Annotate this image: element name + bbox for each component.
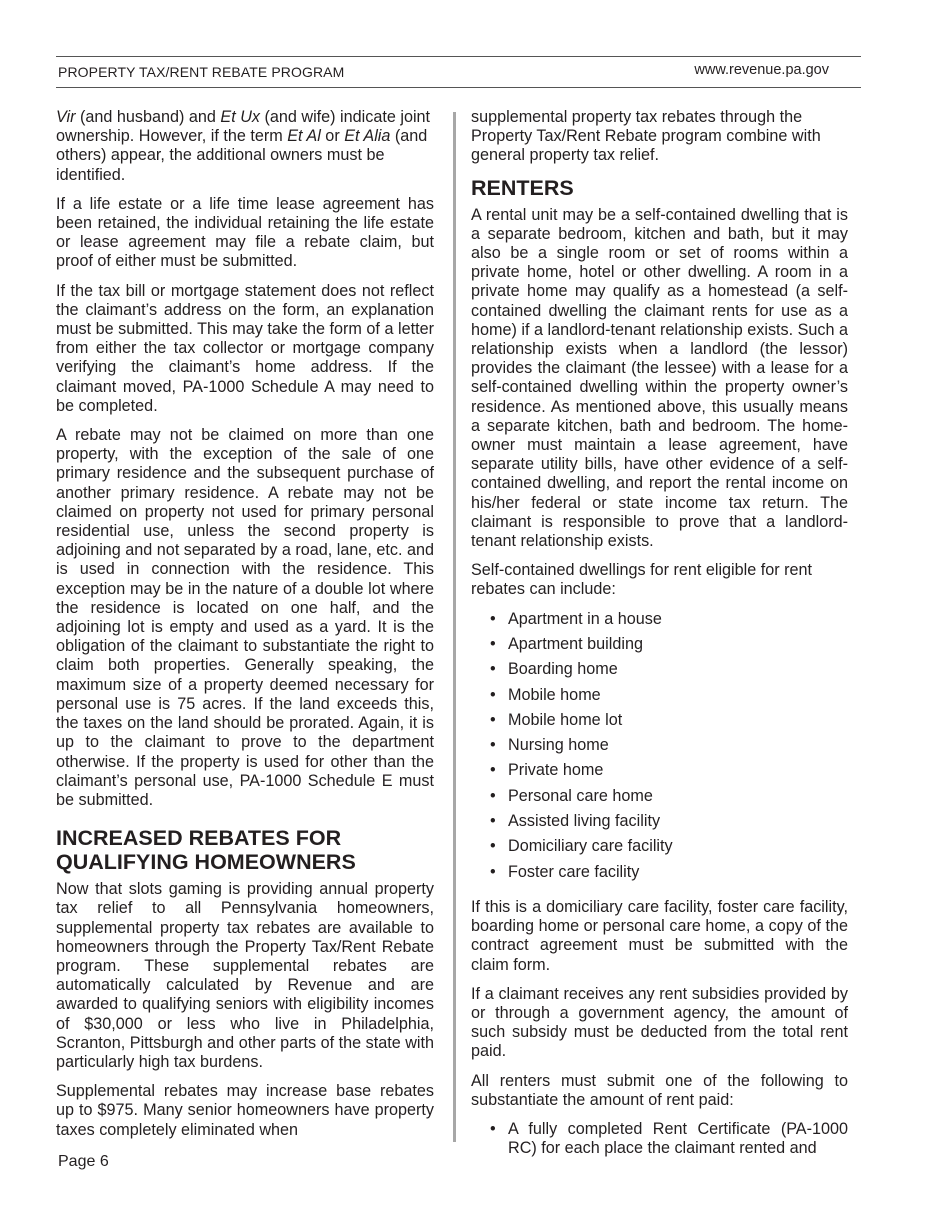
list-item: • Apartment in a house: [471, 610, 848, 635]
rental-unit-paragraph: A rental unit may be a self-contained dwelling that is a separate bedroom, kitchen and bath, but it may also be a single room or set of rooms within a private home, hotel or other dwelling. A room in a private home may qualify as a homestead (a self-contained dwelling the claimant rents for use as a home) if a landlord-tenant relationship exists. Such a relationship exists when a landlord (the lessor) provides the claimant (the lessee) with a lease for a self-contained dwelling within the property owner’s residence. As mentioned above, this usually means a separate kitchen, bath and bedroom. The home-owner must maintain a lease agreement, have separate utility bills, have other evidence of a self-contained dwelling, and report the rental income on his/her federal or state income tax return. The claimant is responsible to prove that a landlord-tenant relationship exists.: [471, 205, 849, 551]
column-divider: [453, 112, 456, 1142]
list-item: • Domiciliary care facility: [471, 837, 848, 862]
continued-paragraph: supplemental property tax rebates through the Property Tax/Rent Rebate program combine with general property tax relief.: [471, 108, 821, 165]
list-item: • Private home: [471, 761, 848, 786]
one-property-paragraph: A rebate may not be claimed on more than one property, with the exception of the sale of one primary residence and the subsequent purchase of another primary residence. A rebate may not be claimed on property not used for primary personal residential use, unless the second property is adjoining and not separated by a road, lane, etc. and is used in connection with the residence. This exception may be in the nature of a double lot where the residence is located on one half, and the adjoining lot is empty and used as a yard. It is the obligation of the claimant to substantiate the right to claim both properties. Generally speaking, the maximum size of a property deemed necessary for personal use is 75 acres. If the land exceeds this, the taxes on the land should be prorated. Again, it is up to the claimant to prove to the department otherwise. If the property is used for other than the claimant’s personal use, PA-1000 Schedule E must be submitted.: [56, 426, 434, 809]
list-item: • Boarding home: [471, 660, 848, 685]
term-et-alia: Et Alia: [344, 127, 391, 146]
term-et-al: Et Al: [287, 127, 321, 146]
list-item: • Nursing home: [471, 736, 848, 761]
life-estate-paragraph: If a life estate or a life time lease agreement has been retained, the individual retaining the life estate or lease agreement may file a rebate claim, but proof of either must be submitted.: [56, 194, 434, 271]
right-column: [471, 108, 848, 1168]
increased-rebates-heading: INCREASED REBATES FOR QUALIFYING HOMEOWNERS: [56, 826, 356, 875]
supplemental-rebates-paragraph: Supplemental rebates may increase base rebates up to $975. Many senior homeowners have property taxes completely eliminated when: [56, 1082, 434, 1139]
page-number: Page 6: [58, 1153, 109, 1170]
renters-heading: RENTERS: [471, 175, 574, 200]
list-item: • Mobile home lot: [471, 711, 848, 736]
left-column: [56, 108, 434, 1150]
list-item: • Assisted living facility: [471, 812, 848, 837]
dwelling-list: [471, 610, 848, 888]
term-et-ux: Et Ux: [220, 108, 260, 126]
rent-subsidy-paragraph: If a claimant receives any rent subsidies provided by or through a government agency, the amount of such subsidy must be deducted from the total rent paid.: [471, 984, 848, 1061]
list-item: • Personal care home: [471, 787, 848, 812]
contract-agreement-paragraph: If this is a domiciliary care facility, foster care facility, boarding home or personal care home, a copy of the contract agreement must be submitted with the claim form.: [471, 897, 848, 974]
ownership-terms-paragraph: Vir (and husband) and Et Ux (and wife) indicate joint ownership. However, if the term Et Al or Et Alia (and others) appear, the additional owners must be identified.: [56, 108, 431, 184]
renters-submit-paragraph: All renters must submit one of the following to substantiate the amount of rent paid:: [471, 1071, 848, 1109]
list-item: • Mobile home: [471, 686, 848, 711]
website-url: www.revenue.pa.gov: [694, 62, 829, 78]
program-title: PROPERTY TAX/RENT REBATE PROGRAM: [58, 64, 345, 80]
list-item: • Apartment building: [471, 635, 848, 660]
page-header: [56, 56, 861, 88]
list-item: • Foster care facility: [471, 863, 848, 888]
list-item: • A fully completed Rent Certificate (PA-1000 RC) for each place the claimant rented and: [471, 1120, 848, 1158]
eligible-dwellings-intro: Self-contained dwellings for rent eligible for rent rebates can include:: [471, 561, 813, 599]
slots-gaming-paragraph: Now that slots gaming is providing annual property tax relief to all Pennsylvania homeowners, supplemental property tax rebates are available to homeowners through the Property Tax/Rent Rebate program. These supplemental rebates are automatically calculated by Revenue and are awarded to qualifying seniors with eligibility incomes of $30,000 or less who live in Philadelphia, Scranton, Pittsburgh and other parts of the state with particularly high tax burdens.: [56, 880, 434, 1071]
required-documents-list: [471, 1120, 848, 1158]
address-explanation-paragraph: If the tax bill or mortgage statement does not reflect the claimant’s address on the form, an explanation must be submitted. This may take the form of a letter from either the tax collector or mortgage company verifying the claimant’s home address. If the claimant moved, PA-1000 Schedule A may need to be completed.: [56, 281, 434, 415]
term-vir: Vir: [56, 108, 76, 126]
